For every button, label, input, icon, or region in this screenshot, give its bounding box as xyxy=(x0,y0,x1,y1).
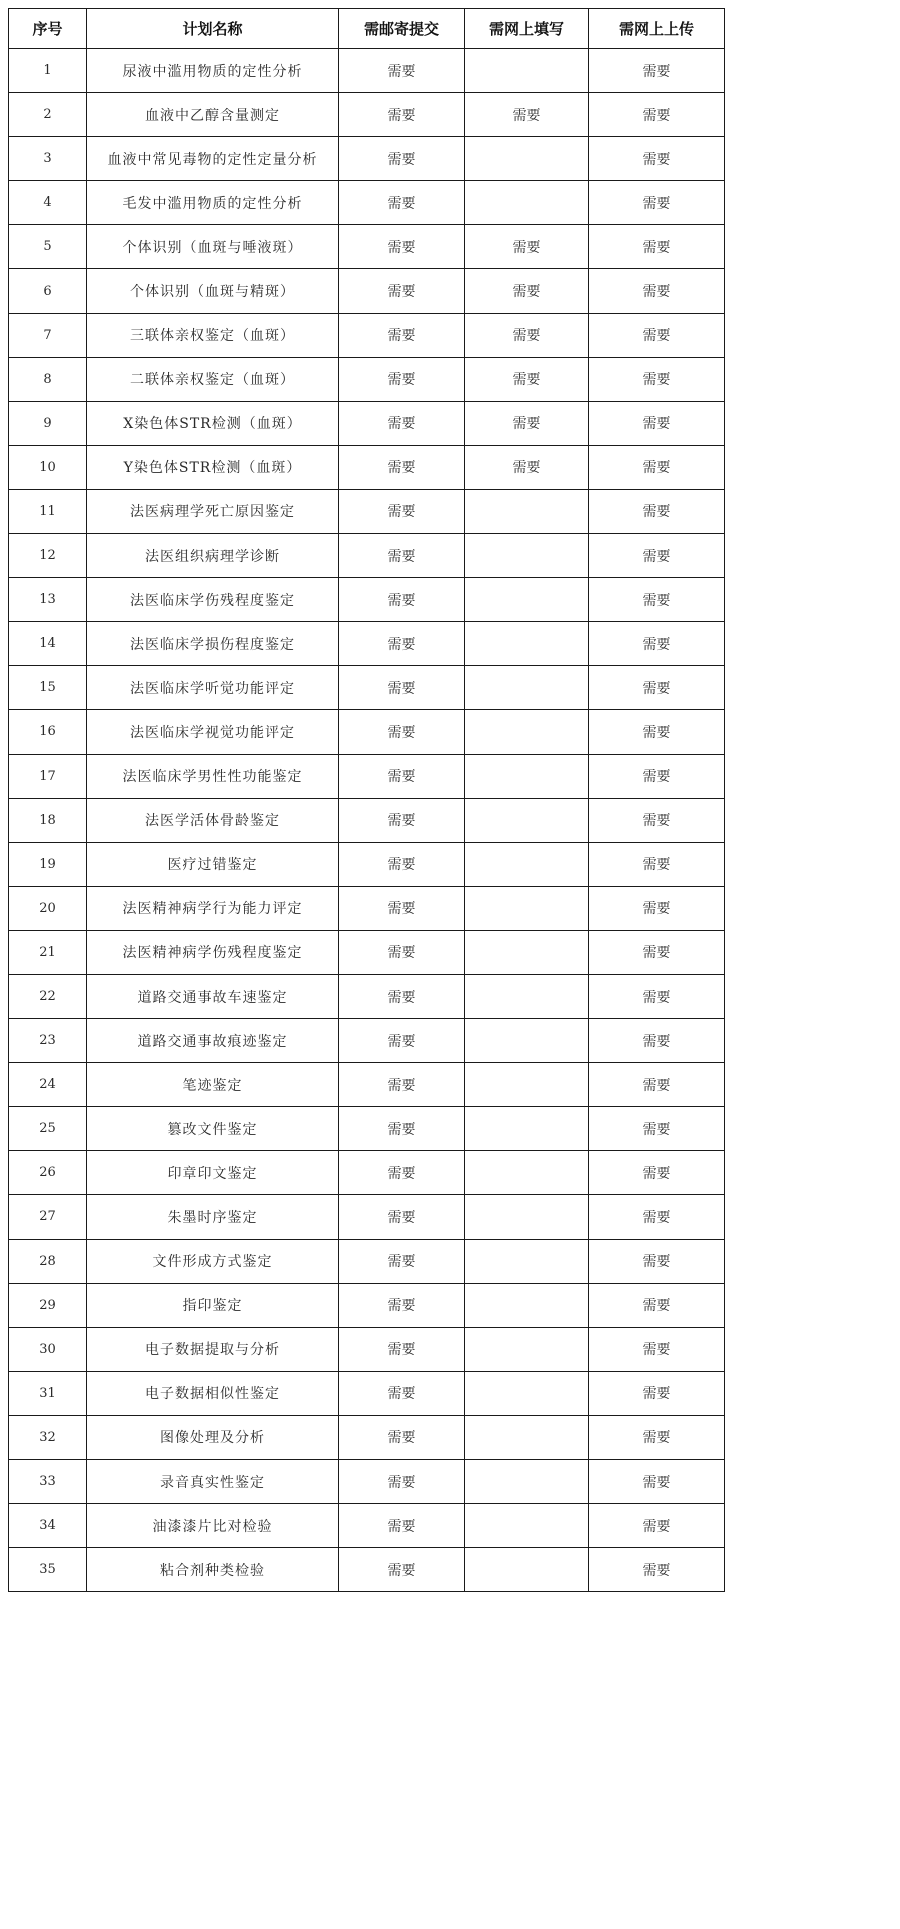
cell-online-upload: 需要 xyxy=(589,1151,725,1195)
cell-online-fill xyxy=(465,1548,589,1592)
table-row xyxy=(9,137,725,181)
header-online-upload: 需网上上传 xyxy=(589,9,725,49)
table-row xyxy=(9,534,725,578)
cell-online-upload: 需要 xyxy=(589,401,725,445)
table-row xyxy=(9,49,725,93)
cell-online-fill xyxy=(465,798,589,842)
table-row xyxy=(9,754,725,798)
cell-online-fill xyxy=(465,1019,589,1063)
cell-online-upload: 需要 xyxy=(589,1460,725,1504)
cell-plan-name: 篡改文件鉴定 xyxy=(87,1107,339,1151)
table-row xyxy=(9,1107,725,1151)
cell-plan-name: Y染色体STR检测（血斑） xyxy=(87,445,339,489)
cell-index: 14 xyxy=(9,622,87,666)
table-row xyxy=(9,225,725,269)
cell-plan-name: 法医临床学损伤程度鉴定 xyxy=(87,622,339,666)
cell-online-fill xyxy=(465,1460,589,1504)
cell-mail-submit: 需要 xyxy=(339,1415,465,1459)
table-row xyxy=(9,1063,725,1107)
cell-plan-name: 道路交通事故痕迹鉴定 xyxy=(87,1019,339,1063)
cell-mail-submit: 需要 xyxy=(339,49,465,93)
cell-mail-submit: 需要 xyxy=(339,1107,465,1151)
cell-online-upload: 需要 xyxy=(589,622,725,666)
cell-index: 20 xyxy=(9,886,87,930)
cell-plan-name: 朱墨时序鉴定 xyxy=(87,1195,339,1239)
cell-online-upload: 需要 xyxy=(589,930,725,974)
cell-mail-submit: 需要 xyxy=(339,93,465,137)
cell-online-upload: 需要 xyxy=(589,798,725,842)
cell-index: 16 xyxy=(9,710,87,754)
cell-mail-submit: 需要 xyxy=(339,1327,465,1371)
cell-plan-name: 指印鉴定 xyxy=(87,1283,339,1327)
table-row xyxy=(9,1415,725,1459)
cell-mail-submit: 需要 xyxy=(339,842,465,886)
cell-index: 32 xyxy=(9,1415,87,1459)
cell-online-upload: 需要 xyxy=(589,269,725,313)
cell-index: 19 xyxy=(9,842,87,886)
cell-plan-name: 法医临床学男性性功能鉴定 xyxy=(87,754,339,798)
cell-mail-submit: 需要 xyxy=(339,1548,465,1592)
cell-online-upload: 需要 xyxy=(589,1107,725,1151)
cell-index: 33 xyxy=(9,1460,87,1504)
cell-online-upload: 需要 xyxy=(589,1504,725,1548)
cell-mail-submit: 需要 xyxy=(339,313,465,357)
cell-online-upload: 需要 xyxy=(589,754,725,798)
cell-plan-name: 尿液中滥用物质的定性分析 xyxy=(87,49,339,93)
table-row xyxy=(9,1019,725,1063)
table-row xyxy=(9,489,725,533)
cell-online-fill xyxy=(465,842,589,886)
cell-online-fill xyxy=(465,489,589,533)
cell-mail-submit: 需要 xyxy=(339,269,465,313)
cell-online-upload: 需要 xyxy=(589,49,725,93)
cell-mail-submit: 需要 xyxy=(339,401,465,445)
table-row xyxy=(9,1548,725,1592)
cell-online-fill xyxy=(465,1415,589,1459)
cell-online-fill xyxy=(465,1283,589,1327)
plan-requirements-table xyxy=(8,8,725,1592)
cell-online-fill xyxy=(465,622,589,666)
cell-index: 29 xyxy=(9,1283,87,1327)
cell-mail-submit: 需要 xyxy=(339,137,465,181)
cell-online-upload: 需要 xyxy=(589,886,725,930)
cell-online-fill: 需要 xyxy=(465,313,589,357)
table-row xyxy=(9,401,725,445)
cell-online-fill xyxy=(465,1327,589,1371)
table-row xyxy=(9,1504,725,1548)
cell-plan-name: 粘合剂种类检验 xyxy=(87,1548,339,1592)
cell-plan-name: 法医临床学伤残程度鉴定 xyxy=(87,578,339,622)
cell-online-upload: 需要 xyxy=(589,1327,725,1371)
cell-plan-name: 三联体亲权鉴定（血斑） xyxy=(87,313,339,357)
cell-index: 22 xyxy=(9,974,87,1018)
cell-online-fill: 需要 xyxy=(465,269,589,313)
cell-online-upload: 需要 xyxy=(589,1019,725,1063)
table-row xyxy=(9,1327,725,1371)
table-header-row xyxy=(9,9,725,49)
cell-mail-submit: 需要 xyxy=(339,1063,465,1107)
cell-index: 30 xyxy=(9,1327,87,1371)
cell-online-fill: 需要 xyxy=(465,401,589,445)
table-row xyxy=(9,445,725,489)
cell-mail-submit: 需要 xyxy=(339,181,465,225)
cell-online-upload: 需要 xyxy=(589,578,725,622)
cell-plan-name: X染色体STR检测（血斑） xyxy=(87,401,339,445)
cell-online-upload: 需要 xyxy=(589,445,725,489)
cell-plan-name: 血液中常见毒物的定性定量分析 xyxy=(87,137,339,181)
cell-mail-submit: 需要 xyxy=(339,578,465,622)
cell-online-fill xyxy=(465,1107,589,1151)
cell-mail-submit: 需要 xyxy=(339,754,465,798)
cell-online-fill xyxy=(465,534,589,578)
cell-index: 7 xyxy=(9,313,87,357)
cell-mail-submit: 需要 xyxy=(339,1239,465,1283)
cell-online-fill xyxy=(465,181,589,225)
cell-mail-submit: 需要 xyxy=(339,710,465,754)
cell-plan-name: 笔迹鉴定 xyxy=(87,1063,339,1107)
cell-mail-submit: 需要 xyxy=(339,1151,465,1195)
cell-index: 12 xyxy=(9,534,87,578)
cell-online-upload: 需要 xyxy=(589,1371,725,1415)
table-row xyxy=(9,930,725,974)
document-page xyxy=(8,8,724,1592)
table-row xyxy=(9,1371,725,1415)
cell-online-fill xyxy=(465,1063,589,1107)
cell-plan-name: 图像处理及分析 xyxy=(87,1415,339,1459)
cell-index: 13 xyxy=(9,578,87,622)
cell-online-upload: 需要 xyxy=(589,1063,725,1107)
table-row xyxy=(9,710,725,754)
cell-online-upload: 需要 xyxy=(589,1195,725,1239)
cell-online-upload: 需要 xyxy=(589,137,725,181)
cell-index: 25 xyxy=(9,1107,87,1151)
cell-plan-name: 文件形成方式鉴定 xyxy=(87,1239,339,1283)
cell-online-upload: 需要 xyxy=(589,489,725,533)
cell-online-upload: 需要 xyxy=(589,666,725,710)
header-plan-name: 计划名称 xyxy=(87,9,339,49)
cell-index: 2 xyxy=(9,93,87,137)
table-row xyxy=(9,313,725,357)
cell-plan-name: 个体识别（血斑与唾液斑） xyxy=(87,225,339,269)
cell-mail-submit: 需要 xyxy=(339,1460,465,1504)
cell-plan-name: 毛发中滥用物质的定性分析 xyxy=(87,181,339,225)
cell-index: 23 xyxy=(9,1019,87,1063)
cell-index: 26 xyxy=(9,1151,87,1195)
cell-online-upload: 需要 xyxy=(589,181,725,225)
cell-mail-submit: 需要 xyxy=(339,930,465,974)
cell-plan-name: 法医组织病理学诊断 xyxy=(87,534,339,578)
cell-index: 15 xyxy=(9,666,87,710)
cell-plan-name: 法医学活体骨龄鉴定 xyxy=(87,798,339,842)
cell-index: 3 xyxy=(9,137,87,181)
cell-plan-name: 个体识别（血斑与精斑） xyxy=(87,269,339,313)
table-row xyxy=(9,974,725,1018)
cell-online-fill xyxy=(465,886,589,930)
cell-online-fill: 需要 xyxy=(465,445,589,489)
cell-plan-name: 法医临床学视觉功能评定 xyxy=(87,710,339,754)
cell-mail-submit: 需要 xyxy=(339,1371,465,1415)
table-row xyxy=(9,622,725,666)
cell-online-upload: 需要 xyxy=(589,842,725,886)
cell-mail-submit: 需要 xyxy=(339,666,465,710)
table-row xyxy=(9,842,725,886)
cell-index: 9 xyxy=(9,401,87,445)
cell-index: 17 xyxy=(9,754,87,798)
cell-index: 24 xyxy=(9,1063,87,1107)
table-row xyxy=(9,269,725,313)
table-row xyxy=(9,93,725,137)
cell-index: 21 xyxy=(9,930,87,974)
table-row xyxy=(9,1283,725,1327)
cell-online-fill: 需要 xyxy=(465,357,589,401)
cell-online-fill xyxy=(465,1195,589,1239)
cell-mail-submit: 需要 xyxy=(339,974,465,1018)
table-row xyxy=(9,1460,725,1504)
table-row xyxy=(9,578,725,622)
cell-mail-submit: 需要 xyxy=(339,1504,465,1548)
cell-online-upload: 需要 xyxy=(589,313,725,357)
table-row xyxy=(9,1151,725,1195)
cell-online-upload: 需要 xyxy=(589,1239,725,1283)
table-row xyxy=(9,1195,725,1239)
cell-plan-name: 二联体亲权鉴定（血斑） xyxy=(87,357,339,401)
cell-mail-submit: 需要 xyxy=(339,534,465,578)
table-row xyxy=(9,798,725,842)
cell-mail-submit: 需要 xyxy=(339,489,465,533)
cell-plan-name: 法医临床学听觉功能评定 xyxy=(87,666,339,710)
cell-online-fill xyxy=(465,49,589,93)
cell-online-upload: 需要 xyxy=(589,710,725,754)
cell-index: 5 xyxy=(9,225,87,269)
cell-plan-name: 医疗过错鉴定 xyxy=(87,842,339,886)
cell-online-upload: 需要 xyxy=(589,1548,725,1592)
cell-online-fill xyxy=(465,930,589,974)
cell-online-upload: 需要 xyxy=(589,1415,725,1459)
cell-mail-submit: 需要 xyxy=(339,798,465,842)
cell-plan-name: 电子数据相似性鉴定 xyxy=(87,1371,339,1415)
cell-online-upload: 需要 xyxy=(589,974,725,1018)
cell-plan-name: 血液中乙醇含量测定 xyxy=(87,93,339,137)
cell-online-upload: 需要 xyxy=(589,357,725,401)
cell-plan-name: 电子数据提取与分析 xyxy=(87,1327,339,1371)
cell-index: 10 xyxy=(9,445,87,489)
cell-mail-submit: 需要 xyxy=(339,1019,465,1063)
cell-plan-name: 道路交通事故车速鉴定 xyxy=(87,974,339,1018)
cell-mail-submit: 需要 xyxy=(339,622,465,666)
table-row xyxy=(9,357,725,401)
cell-mail-submit: 需要 xyxy=(339,1195,465,1239)
cell-index: 27 xyxy=(9,1195,87,1239)
cell-index: 4 xyxy=(9,181,87,225)
cell-online-fill: 需要 xyxy=(465,225,589,269)
cell-plan-name: 录音真实性鉴定 xyxy=(87,1460,339,1504)
cell-online-fill xyxy=(465,1151,589,1195)
cell-online-upload: 需要 xyxy=(589,93,725,137)
cell-plan-name: 法医精神病学行为能力评定 xyxy=(87,886,339,930)
cell-index: 18 xyxy=(9,798,87,842)
cell-online-fill xyxy=(465,1504,589,1548)
table-row xyxy=(9,1239,725,1283)
cell-plan-name: 法医病理学死亡原因鉴定 xyxy=(87,489,339,533)
cell-online-fill xyxy=(465,1239,589,1283)
cell-index: 6 xyxy=(9,269,87,313)
cell-online-fill xyxy=(465,578,589,622)
cell-online-fill xyxy=(465,137,589,181)
cell-plan-name: 法医精神病学伤残程度鉴定 xyxy=(87,930,339,974)
header-mail-submit: 需邮寄提交 xyxy=(339,9,465,49)
cell-index: 11 xyxy=(9,489,87,533)
cell-online-fill xyxy=(465,754,589,798)
cell-mail-submit: 需要 xyxy=(339,1283,465,1327)
cell-mail-submit: 需要 xyxy=(339,357,465,401)
header-index: 序号 xyxy=(9,9,87,49)
cell-index: 28 xyxy=(9,1239,87,1283)
cell-index: 31 xyxy=(9,1371,87,1415)
cell-online-fill xyxy=(465,1371,589,1415)
cell-plan-name: 油漆漆片比对检验 xyxy=(87,1504,339,1548)
cell-index: 1 xyxy=(9,49,87,93)
cell-index: 8 xyxy=(9,357,87,401)
cell-online-fill xyxy=(465,974,589,1018)
cell-online-upload: 需要 xyxy=(589,534,725,578)
table-row xyxy=(9,666,725,710)
cell-online-fill xyxy=(465,710,589,754)
cell-mail-submit: 需要 xyxy=(339,445,465,489)
cell-mail-submit: 需要 xyxy=(339,886,465,930)
cell-online-fill xyxy=(465,666,589,710)
cell-mail-submit: 需要 xyxy=(339,225,465,269)
cell-plan-name: 印章印文鉴定 xyxy=(87,1151,339,1195)
cell-online-upload: 需要 xyxy=(589,1283,725,1327)
cell-online-fill: 需要 xyxy=(465,93,589,137)
cell-index: 34 xyxy=(9,1504,87,1548)
cell-index: 35 xyxy=(9,1548,87,1592)
table-row xyxy=(9,181,725,225)
header-online-fill: 需网上填写 xyxy=(465,9,589,49)
cell-online-upload: 需要 xyxy=(589,225,725,269)
table-row xyxy=(9,886,725,930)
